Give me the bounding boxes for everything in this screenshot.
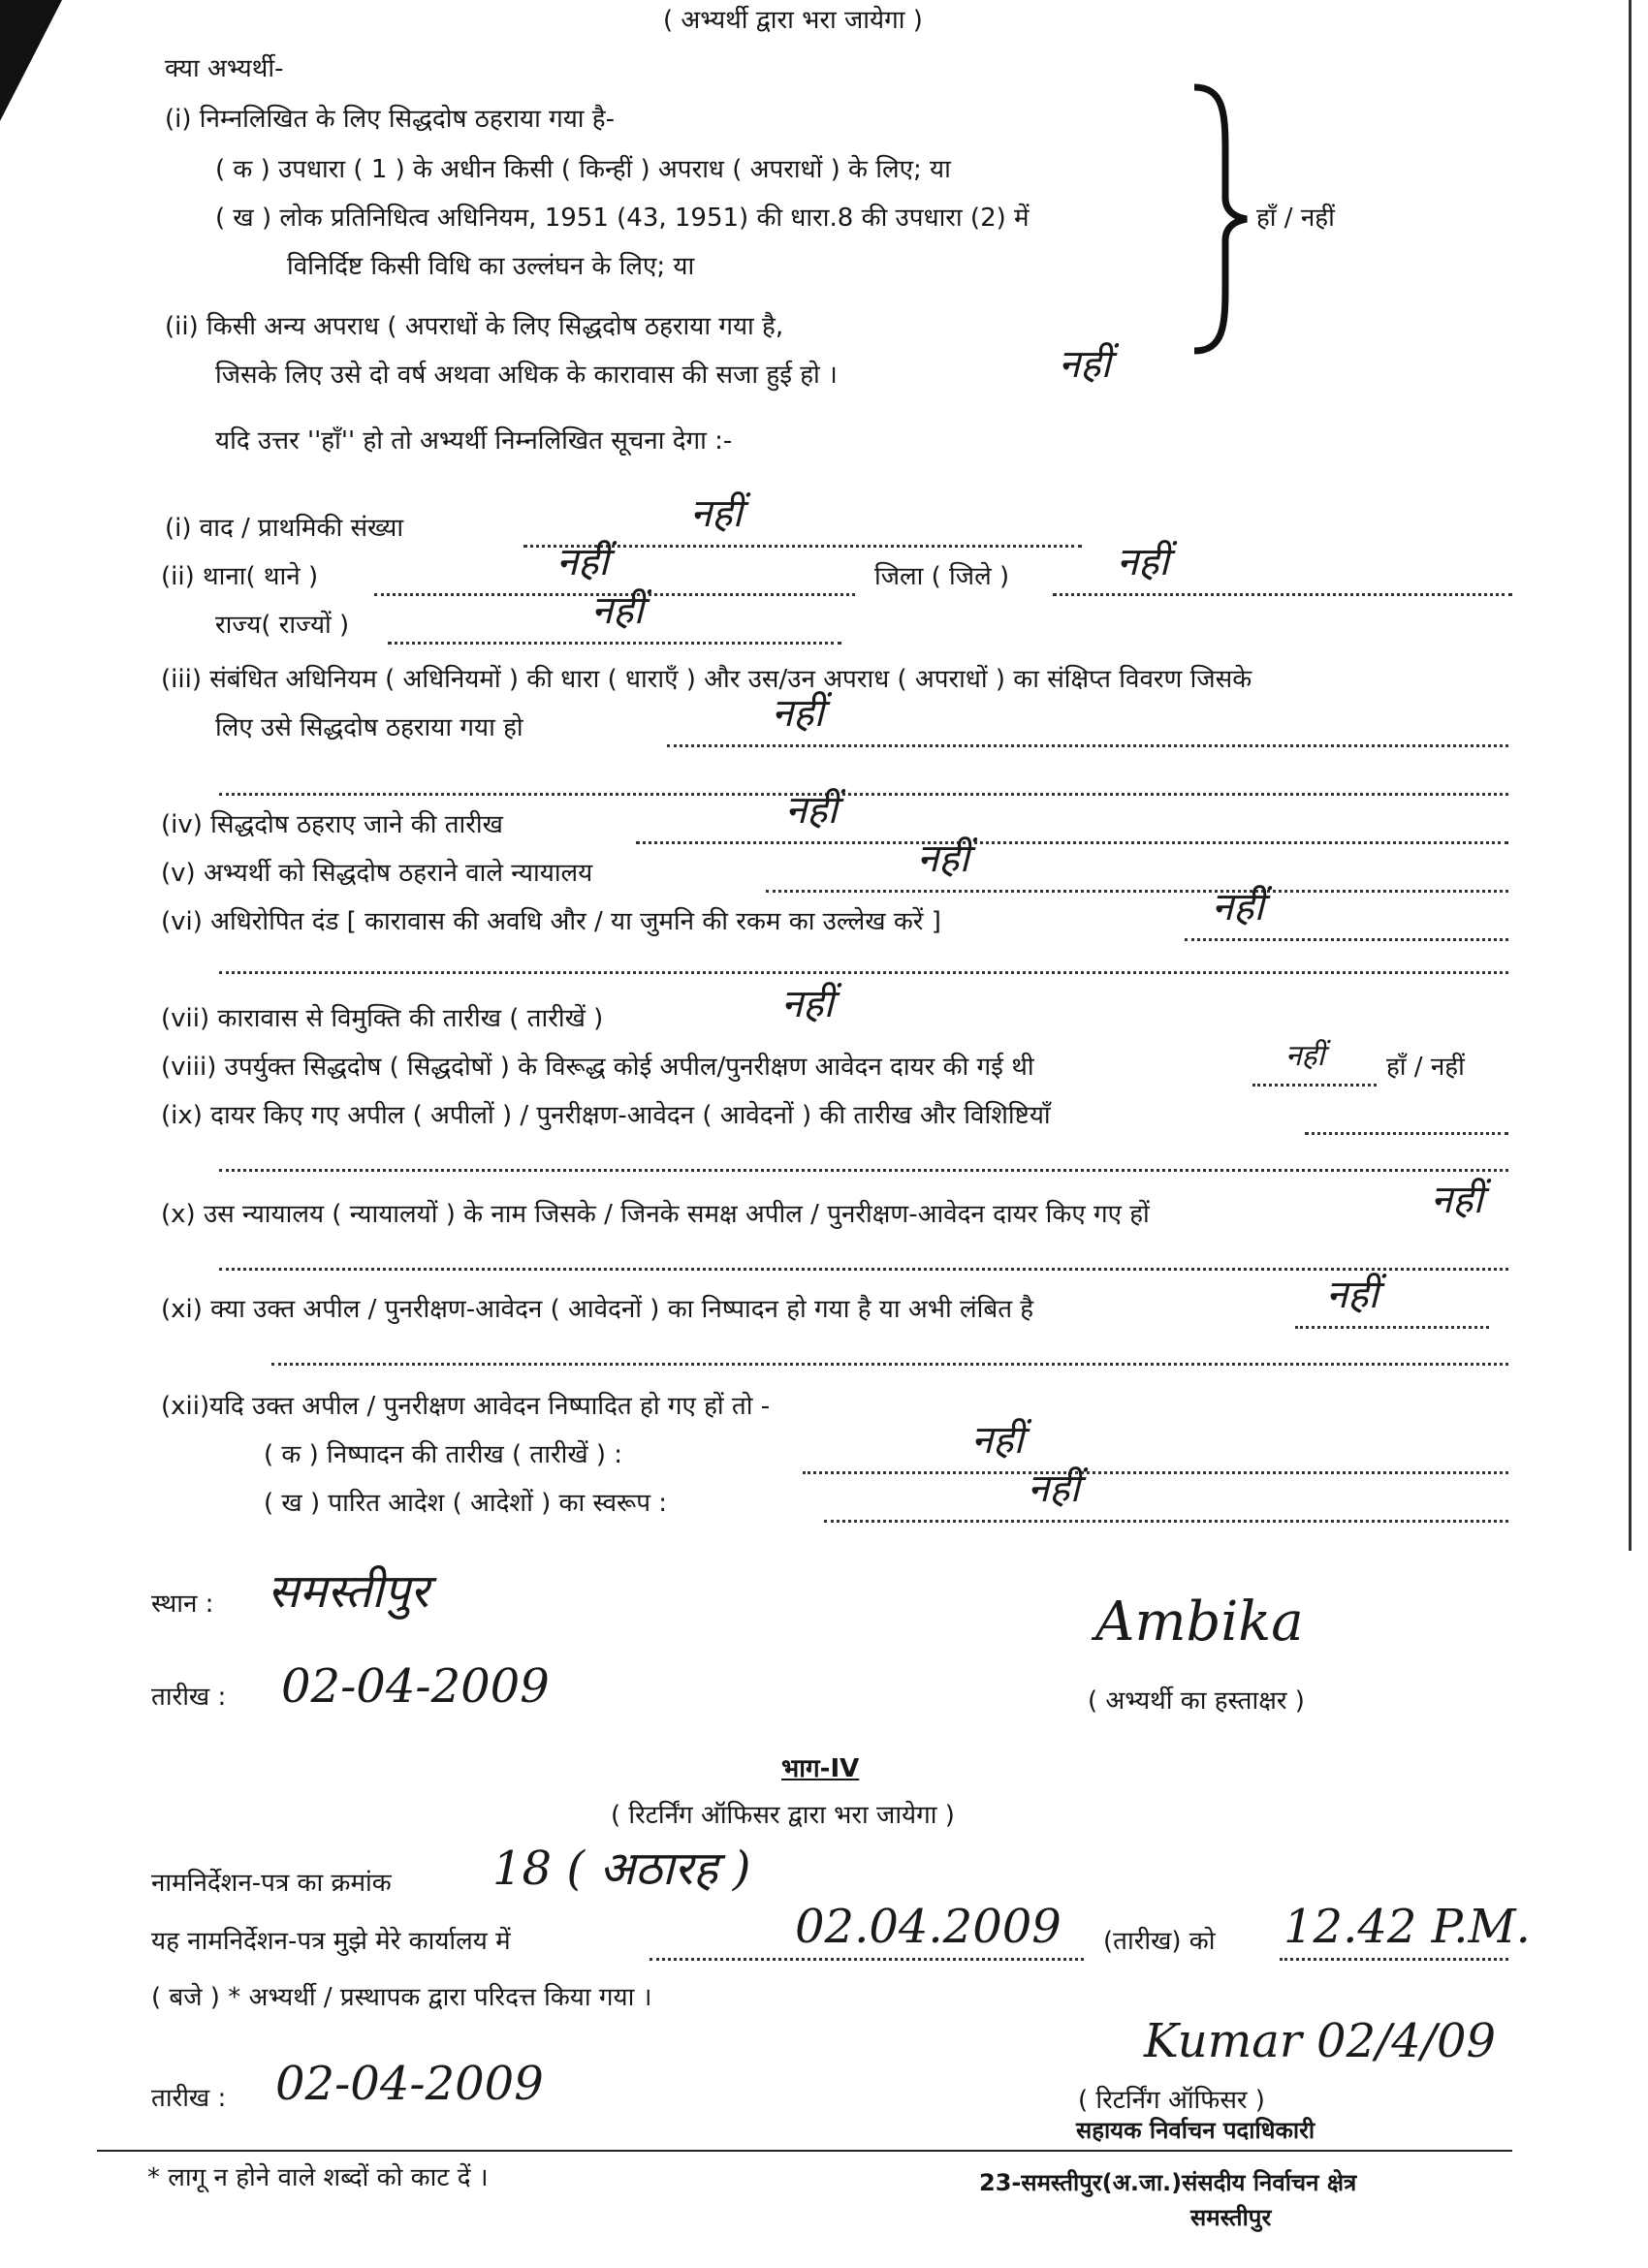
question-ii-line2: जिसके लिए उसे दो वर्ष अथवा अधिक के कारावास की सजा हुई हो ।	[215, 361, 838, 390]
appeal-disposed-label: (xii)यदि उक्त अपील / पुनरीक्षण आवेदन निष्पादित हो गए हों तो -	[161, 1392, 771, 1421]
order-nature-value: नहीं	[1028, 1466, 1080, 1511]
thana-value: नहीं	[556, 540, 609, 584]
delivery-time-value: 12.42 P.M.	[1284, 1900, 1531, 1954]
filled-by-heading: ( अभ्यर्थी द्वारा भरा जायेगा )	[663, 6, 923, 35]
rajya-value: नहीं	[591, 588, 644, 633]
footnote: * लागू न होने वाले शब्दों को काट दें ।	[147, 2163, 489, 2192]
question-kha-line2: विनिर्दिष्ट किसी विधि का उल्लंघन के लिए; या	[287, 252, 695, 281]
footer-rule	[97, 2150, 1512, 2152]
zila-dotline	[1053, 593, 1512, 596]
date-value: 02-04-2009	[281, 1659, 550, 1714]
stamp-constituency: 23-समस्तीपुर(अ.जा.)संसदीय निर्वाचन क्षेत्र	[979, 2169, 1357, 2196]
curly-brace	[1185, 83, 1252, 355]
question-ii-line1: (ii) किसी अन्य अपराध ( अपराधों के लिए सिद्धदोष ठहराया गया है,	[165, 312, 784, 341]
conviction-date-value: नहीं	[785, 788, 838, 833]
question-i: (i) निम्नलिखित के लिए सिद्धदोष ठहराया गया है-	[165, 105, 615, 134]
appeal-details-dotline2	[219, 1169, 1508, 1172]
zila-label: जिला ( जिले )	[874, 562, 1010, 591]
appeal-filed-label: (viii) उपर्युक्त सिद्धदोष ( सिद्धदोषों ) के विरूद्ध कोई अपील/पुनरीक्षण आवेदन दायर की गई थी	[161, 1053, 1034, 1082]
rajya-label: राज्य( राज्यों )	[215, 611, 350, 640]
stamp-designation: सहायक निर्वाचन पदाधिकारी	[1076, 2117, 1315, 2144]
returning-officer-signature: Kumar 02/4/09	[1144, 2014, 1497, 2068]
act-section-label-line2: लिए उसे सिद्धदोष ठहराया गया हो	[215, 713, 523, 742]
penalty-value: नहीं	[1212, 885, 1264, 929]
delivered-by-line: ( बजे ) * अभ्यर्थी / प्रस्थापक द्वारा परिदत्त किया गया ।	[151, 1983, 652, 2012]
nomination-serial-value: 18 ( अठारह )	[492, 1842, 751, 1896]
penalty-dotline1	[1185, 938, 1508, 941]
appeal-court-dotline	[219, 1268, 1508, 1271]
disposal-date-value: नहीं	[971, 1418, 1024, 1463]
date-label: तारीख :	[151, 1683, 227, 1712]
rajya-dotline	[388, 642, 841, 645]
act-section-value: नहीं	[772, 691, 824, 736]
delivery-date-value: 02.04.2009	[795, 1900, 1062, 1954]
stamp-place: समस्तीपुर	[1190, 2204, 1272, 2231]
part4-title: भाग-IV	[781, 1754, 860, 1783]
appeal-filed-yes-no: हाँ / नहीं	[1386, 1053, 1465, 1082]
question-kha-line1: ( ख ) लोक प्रतिनिधित्व अधिनियम, 1951 (43, 1951) की धारा.8 की उपधारा (2) में	[215, 204, 1030, 233]
penalty-label: (vi) अधिरोपित दंड [ कारावास की अवधि और / या जुमनि की रकम का उल्लेख करें ]	[161, 907, 941, 936]
court-value: नहीं	[917, 836, 969, 881]
appeal-court-value: नहीं	[1431, 1178, 1483, 1222]
question-ka: ( क ) उपधारा ( 1 ) के अधीन किसी ( किन्हीं ) अपराध ( अपराधों ) के लिए; या	[215, 155, 951, 184]
yes-no-options: हाँ / नहीं	[1256, 204, 1335, 233]
question-ii-answer: नहीं	[1059, 342, 1111, 387]
appeal-details-dotline1	[1305, 1132, 1508, 1135]
appeal-status-label: (xi) क्या उक्त अपील / पुनरीक्षण-आवेदन ( आवेदनों ) का निष्पादन हो गया है या अभी लंबित है	[161, 1295, 1034, 1324]
act-section-dotline2	[219, 793, 1508, 796]
court-dotline	[766, 890, 1508, 893]
part4-date-label: तारीख :	[151, 2084, 227, 2113]
order-nature-label: ( ख ) पारित आदेश ( आदेशों ) का स्वरूप :	[264, 1489, 668, 1518]
appeal-status-dotline1	[1295, 1326, 1489, 1329]
appeal-status-value: नहीं	[1326, 1273, 1379, 1317]
conviction-date-label: (iv) सिद्धदोष ठहराए जाने की तारीख	[161, 810, 503, 839]
disposal-date-dotline	[803, 1471, 1508, 1474]
returning-officer-caption: ( रिटर्निंग ऑफिसर )	[1078, 2086, 1265, 2115]
delivery-line-b: (तारीख) को	[1103, 1927, 1216, 1956]
edge-line	[1629, 0, 1632, 1551]
thana-label: (ii) थाना( थाने )	[161, 562, 319, 591]
place-label: स्थान :	[151, 1590, 214, 1619]
part4-date-value: 02-04-2009	[275, 2057, 544, 2111]
appeal-filed-value: नहीं	[1285, 1039, 1325, 1073]
delivery-time-dotline	[1280, 1958, 1508, 1961]
conviction-date-dotline	[636, 841, 1508, 844]
nomination-serial-label: नामनिर्देशन-पत्र का क्रमांक	[151, 1869, 392, 1898]
disposal-date-label: ( क ) निष्पादन की तारीख ( तारीखें ) :	[264, 1440, 623, 1469]
appeal-filed-dotline	[1252, 1084, 1377, 1087]
zila-value: नहीं	[1117, 540, 1169, 584]
court-label: (v) अभ्यर्थी को सिद्धदोष ठहराने वाले न्यायालय	[161, 859, 593, 888]
appeal-court-label: (x) उस न्यायालय ( न्यायालयों ) के नाम जिसके / जिनके समक्ष अपील / पुनरीक्षण-आवेदन दायर किए गए हों	[161, 1200, 1150, 1229]
act-section-label-line1: (iii) संबंधित अधिनियम ( अधिनियमों ) की धारा ( धाराएँ ) और उस/उन अपराध ( अपराधों ) का संक्षिप्त विवरण जिसके	[161, 665, 1252, 694]
release-date-label: (vii) कारावास से विमुक्ति की तारीख ( तारीखें )	[161, 1004, 604, 1033]
penalty-dotline2	[219, 971, 1508, 974]
release-date-value: नहीं	[781, 982, 834, 1026]
act-section-dotline1	[667, 744, 1508, 747]
place-value: समस्तीपुर	[268, 1564, 429, 1619]
case-number-label: (i) वाद / प्राथमिकी संख्या	[165, 514, 404, 543]
delivery-date-dotline	[650, 1958, 1084, 1961]
question-intro: क्या अभ्यर्थी-	[165, 54, 284, 83]
part4-subtitle: ( रिटर्निंग ऑफिसर द्वारा भरा जायेगा )	[611, 1801, 955, 1830]
case-number-value: नहीं	[690, 491, 743, 536]
candidate-signature-caption: ( अभ्यर्थी का हस्ताक्षर )	[1088, 1686, 1305, 1716]
delivery-line-a: यह नामनिर्देशन-पत्र मुझे मेरे कार्यालय में	[151, 1927, 511, 1956]
appeal-details-label: (ix) दायर किए गए अपील ( अपीलों ) / पुनरीक्षण-आवेदन ( आवेदनों ) की तारीख और विशिष्टियाँ	[161, 1101, 1051, 1130]
appeal-status-dotline2	[271, 1363, 1508, 1366]
if-yes-instruction: यदि उत्तर ''हाँ'' हो तो अभ्यर्थी निम्नलिखित सूचना देगा :-	[215, 426, 733, 456]
corner-mark	[0, 0, 68, 126]
order-nature-dotline	[824, 1520, 1508, 1523]
candidate-signature: Ambika	[1095, 1591, 1304, 1654]
